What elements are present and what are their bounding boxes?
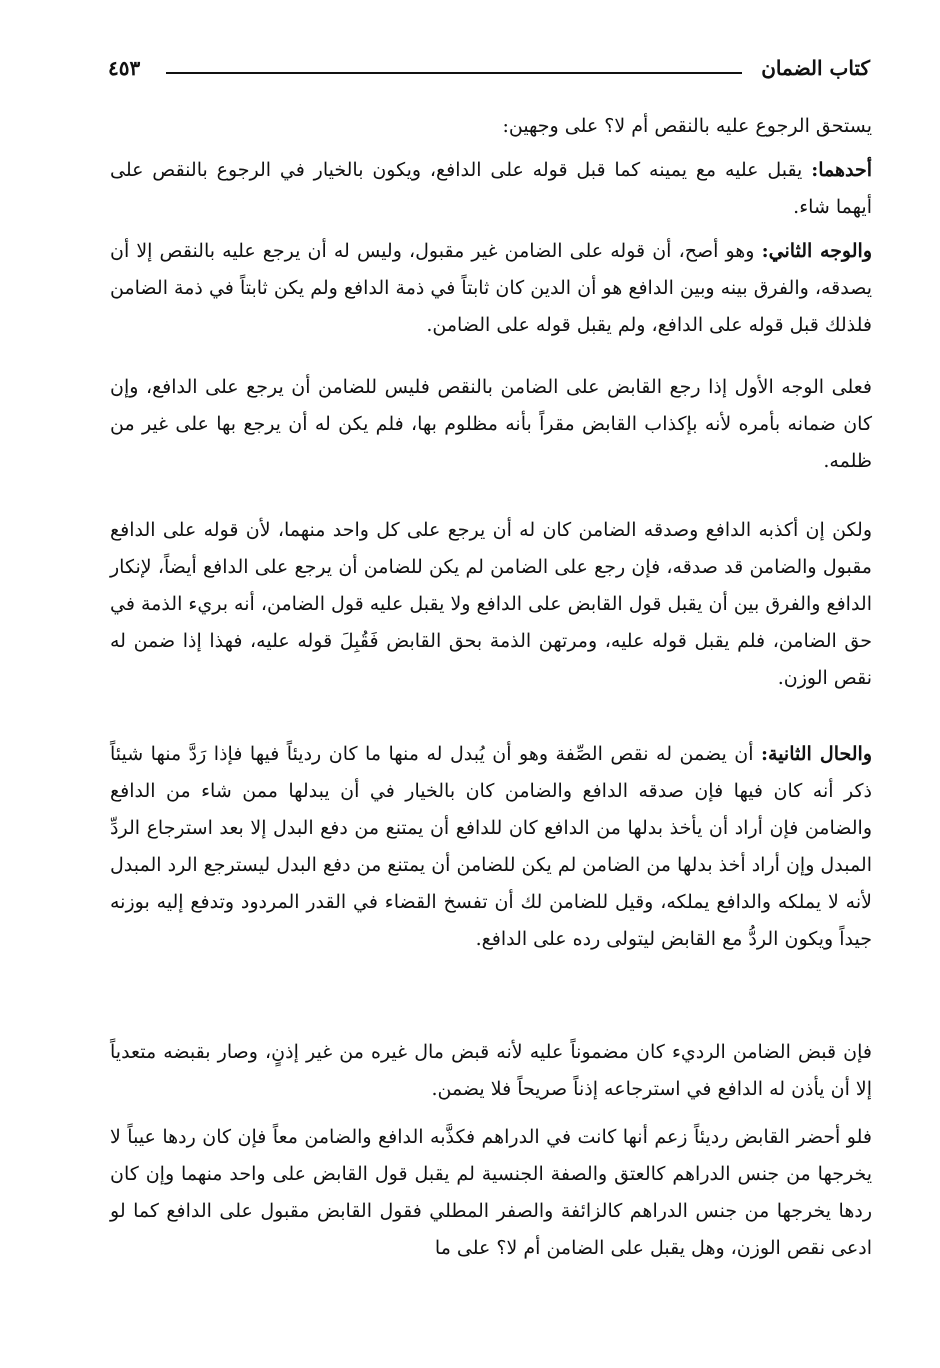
paragraph-text: فلو أحضر القابض رديئاً زعم أنها كانت في الدراهم فكذَّبه الدافع والضامن معاً فإن كان ردها عيباً لا يخرجها من جنس الدراهم كالعتق والصفة الجنسية لم يقبل قول القابض على واحد منهما وإن كان ردها يخرجها من جنس الدراهم كالزائفة والصفر المطلي فقول القابض مقبول على الدافع كما لو ادعى نقص الوزن، وهل يقبل على الضامن أم لا؟ على ما bbox=[110, 1126, 872, 1259]
paragraph-lead: والحال الثانية: bbox=[761, 743, 872, 765]
paragraph-text: فعلى الوجه الأول إذا رجع القابض على الضامن بالنقص فليس للضامن أن يرجع على الدافع، وإن كان ضمانه بأمره لأنه بإكذاب القابض مقراً بأنه مظلوم بها، فلم يكن له أن يرجع بها على غير من ظلمه. bbox=[110, 376, 872, 472]
paragraph-second-case bbox=[110, 736, 872, 958]
paragraph-lead: أحدهما: bbox=[811, 159, 872, 181]
paragraph-bad-coins bbox=[110, 1119, 872, 1267]
paragraph-denial-case bbox=[110, 512, 872, 697]
paragraph-guarantor-receipt bbox=[110, 1034, 872, 1108]
paragraph-second-view bbox=[110, 233, 872, 344]
paragraph-first-view-consequence bbox=[110, 369, 872, 480]
header-rule bbox=[166, 72, 742, 74]
paragraph-text: فإن قبض الضامن الرديء كان مضموناً عليه لأنه قبض مال غيره من غير إذنٍ، وصار بقبضه متعدياً إلا أن يأذن له الدافع في استرجاعه إذناً صريحاً فلا يضمن. bbox=[110, 1041, 872, 1100]
paragraph-text bbox=[110, 736, 872, 958]
paragraph-first-view bbox=[110, 152, 872, 226]
paragraph-body: يقبل عليه مع يمينه كما قبل قوله على الدافع، ويكون بالخيار في الرجوع بالنقص على أيهما شاء. bbox=[110, 159, 872, 218]
page-number: ٤٥٣ bbox=[108, 56, 141, 80]
paragraph-text bbox=[110, 233, 872, 344]
paragraph-text bbox=[110, 152, 872, 226]
intro-paragraph bbox=[110, 108, 872, 145]
book-title: كتاب الضمان bbox=[761, 56, 870, 80]
paragraph-body: أن يضمن له نقص الصِّفة وهو أن يُبدل له منها ما كان رديئاً فيها فإذا رَدَّ منها شيئاً ذكر أنه كان فيها فإن صدقه الدافع والضامن كان بالخيار في أن يبدلها ممن شاء من الدافع والضامن فإن أراد أن يأخذ بدلها من الدافع كان للدافع أن يمتنع من دفع البدل إلا بعد استرجاع الردِّ المبدل وإن أراد أخذ بدلها من الضامن لم يكن للضامن أن يمتنع من دفع البدل ليسترجع الرد المبدل لأنه لا يملكه والدافع يملكه، وقيل للضامن لك أن تفسخ القضاء في القدر المردود وتدفع إليه بوزنه جيداً ويكون الردُّ مع القابض ليتولى رده على الدافع. bbox=[110, 743, 872, 950]
paragraph-text: يستحق الرجوع عليه بالنقص أم لا؟ على وجهين: bbox=[502, 115, 872, 137]
running-header bbox=[108, 54, 870, 90]
paragraph-text: ولكن إن أكذبه الدافع وصدقه الضامن كان له أن يرجع على كل واحد منهما، لأن قوله على الدافع مقبول والضامن قد صدقه، فإن رجع على الضامن لم يكن للضامن أن يرجع على الدافع أيضاً، لإنكار الدافع والفرق بين أن يقبل قول القابض على الدافع ولا يقبل عليه قول الضامن، أنه بريء الذمة في حق الضامن، فلم يقبل قوله عليه، ومرتهن الذمة بحق القابض فَقُبِلَ قوله عليه، فهذا إذا ضمن له نقص الوزن. bbox=[110, 519, 872, 689]
paragraph-body: وهو أصح، أن قوله على الضامن غير مقبول، وليس له أن يرجع عليه بالنقص إلا أن يصدقه، والفرق بينه وبين الدافع هو أن الدين كان ثابتاً في ذمة الدافع ولم يكن ثابتاً في ذمة الضامن فلذلك قبل قوله على الدافع، ولم يقبل قوله على الضامن. bbox=[110, 240, 872, 336]
paragraph-lead: والوجه الثاني: bbox=[761, 240, 872, 262]
